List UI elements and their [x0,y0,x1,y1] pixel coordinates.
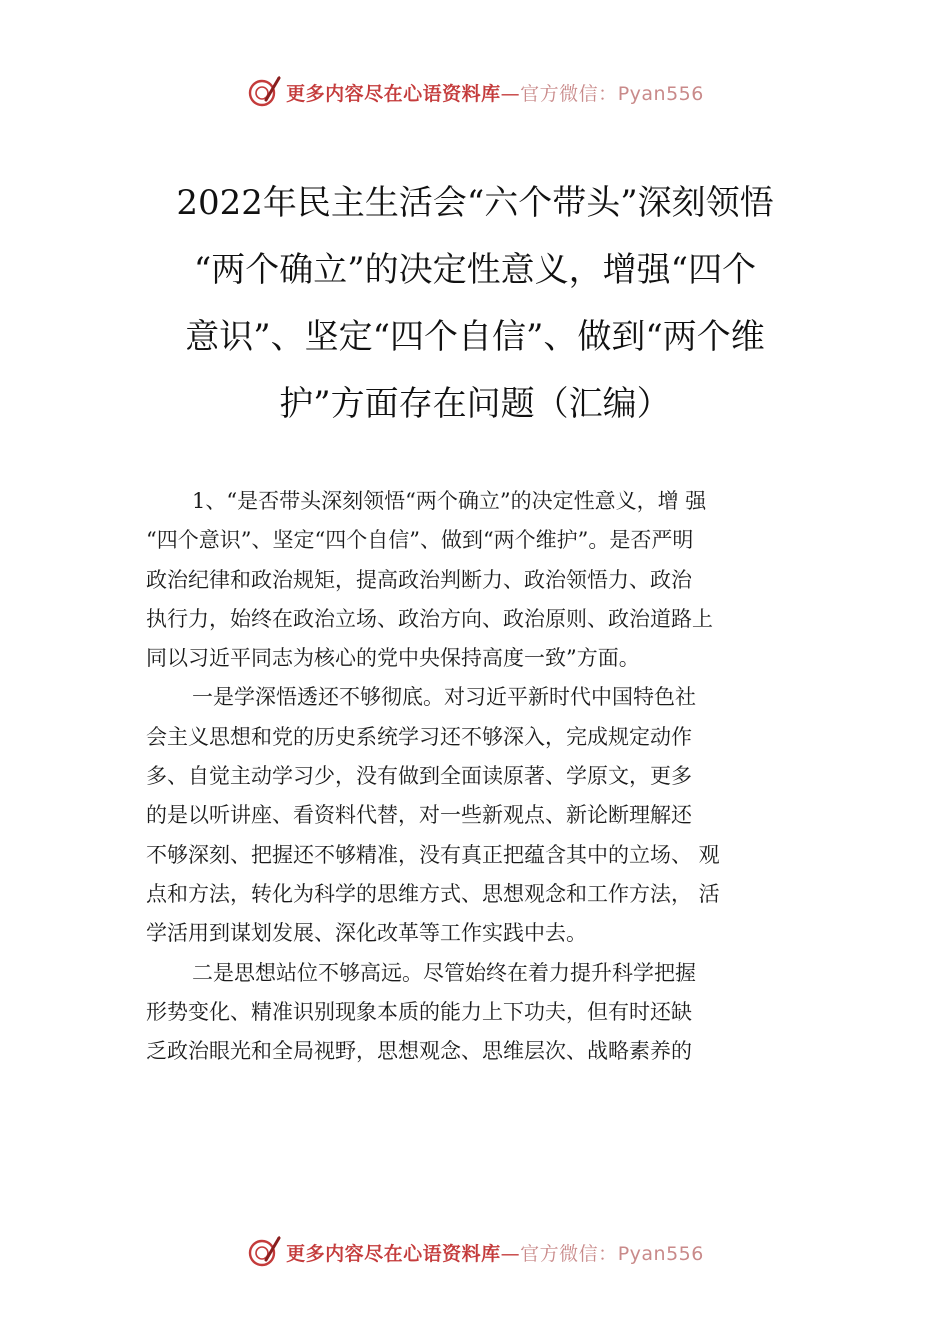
paragraph-line: 1、“是否带头深刻领悟“两个确立”的决定性意义，增 强 [192,489,707,513]
footer-watermark [0,1232,950,1272]
pen-swirl-logo-icon [246,74,282,110]
paragraph-3 [146,954,836,1072]
paragraph-line: 点和方法，转化为科学的思维方式、思想观念和工作方法， 活 [146,881,720,906]
paragraph-line: “四个意识”、坚定“四个自信”、做到“两个维护”。是否严明 [146,528,694,553]
paragraph-line: 的是以听讲座、看资料代替，对一些新观点、新论断理解还 [146,803,692,828]
watermark-wechat-label: 官方微信： [520,82,618,105]
paragraph-line: 执行力，始终在政治立场、政治方向、政治原则、政治道路上 [146,606,713,631]
paragraph-line: 乏政治眼光和全局视野，思想观念、思维层次、战略素养的 [146,1039,692,1064]
pen-swirl-logo-icon [246,1234,282,1270]
title-line: “两个确立”的决定性意义，增强“四个 [193,250,757,290]
title-line: 护”方面存在问题（汇编） [279,384,671,424]
paragraph-2 [146,678,836,953]
paragraph-1 [146,482,836,678]
watermark-wechat-id: Pyan556 [617,82,704,105]
paragraph-line: 一是学深悟透还不够彻底。对习近平新时代中国特色社 [192,685,696,710]
watermark-brand: 更多内容尽在心语资料库 [286,82,501,105]
document-title [0,170,950,438]
watermark-wechat-label: 官方微信： [520,1242,618,1265]
paragraph-line: 形势变化、精准识别现象本质的能力上下功夫，但有时还缺 [146,999,692,1024]
paragraph-line: 不够深刻、把握还不够精准，没有真正把蕴含其中的立场、 观 [146,842,720,867]
paragraph-line: 同以习近平同志为核心的党中央保持高度一致”方面。 [146,646,640,671]
document-body [146,482,836,1071]
watermark-text [286,1239,704,1266]
watermark-text [286,79,704,106]
paragraph-line: 多、自觉主动学习少，没有做到全面读原著、学原文，更多 [146,764,692,789]
title-line: 意识”、坚定“四个自信”、做到“两个维 [185,317,765,357]
paragraph-line: 政治纪律和政治规矩，提高政治判断力、政治领悟力、政治 [146,567,692,592]
header-watermark [0,72,950,112]
paragraph-line: 会主义思想和党的历史系统学习还不够深入，完成规定动作 [146,724,692,749]
watermark-brand: 更多内容尽在心语资料库 [286,1242,501,1265]
paragraph-line: 二是思想站位不够高远。尽管始终在着力提升科学把握 [192,960,696,985]
watermark-dash: — [500,1242,521,1265]
paragraph-line: 学活用到谋划发展、深化改革等工作实践中去。 [146,921,587,946]
title-line: 2022年民主生活会“六个带头”深刻领悟 [176,183,774,223]
watermark-wechat-id: Pyan556 [617,1242,704,1265]
watermark-dash: — [500,82,521,105]
